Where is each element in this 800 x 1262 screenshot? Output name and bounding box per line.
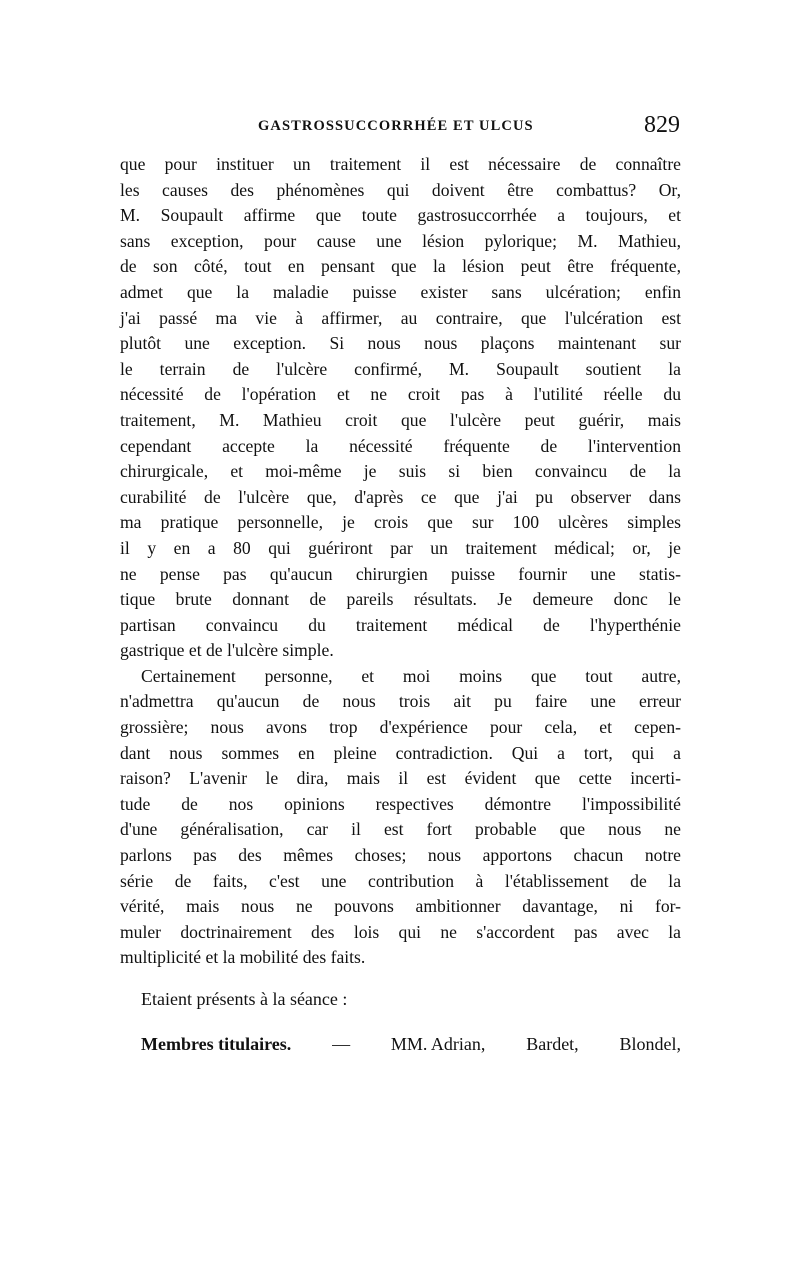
text-line: grossière; nous avons trop d'expérience pour cela, et cepen- <box>120 717 681 738</box>
text-line: nécessité de l'opération et ne croit pas à l'utilité réelle du <box>120 384 681 405</box>
text-line: parlons pas des mêmes choses; nous apportons chacun notre <box>120 845 681 866</box>
text-line: il y en a 80 qui guériront par un traitement médical; or, je <box>120 537 681 558</box>
text-line: les causes des phénomènes qui doivent être combattus? Or, <box>120 179 681 200</box>
em-dash: — <box>332 1034 351 1054</box>
page-header <box>120 112 680 148</box>
text-line: traitement, M. Mathieu croit que l'ulcère peut guérir, mais <box>120 409 681 430</box>
text-line: chirurgicale, et moi-même je suis si bien convaincu de la <box>120 461 681 482</box>
text-line: de son côté, tout en pensant que la lésion peut être fréquente, <box>120 256 681 277</box>
text-line: plutôt une exception. Si nous nous plaçons maintenant sur <box>120 333 681 354</box>
running-title: GASTROSSUCCORRHÉE ET ULCUS <box>258 118 534 134</box>
attendance-intro: Etaient présents à la séance : <box>141 989 348 1009</box>
body-text <box>120 152 681 971</box>
text-line: partisan convaincu du traitement médical de l'hyperthénie <box>120 614 681 635</box>
text-line: cependant accepte la nécessité fréquente de l'intervention <box>120 435 681 456</box>
text-line: vérité, mais nous ne pouvons ambitionner davantage, ni for- <box>120 896 681 917</box>
text-line: n'admettra qu'aucun de nous trois ait pu faire une erreur <box>120 691 681 712</box>
text-line: dant nous sommes en pleine contradiction. Qui a tort, qui a <box>120 742 681 763</box>
member-name: MM. Adrian, <box>390 1034 486 1054</box>
text-line: muler doctrinairement des lois qui ne s'accordent pas avec la <box>120 921 681 942</box>
text-line: M. Soupault affirme que toute gastrosuccorrhée a toujours, et <box>120 205 681 226</box>
text-line: curabilité de l'ulcère que, d'après ce que j'ai pu observer dans <box>120 486 681 507</box>
text-line: que pour instituer un traitement il est nécessaire de connaître <box>120 154 681 174</box>
text-line: ma pratique personnelle, je crois que sur 100 ulcères simples <box>120 512 681 533</box>
text-line: le terrain de l'ulcère confirmé, M. Soupault soutient la <box>120 358 681 379</box>
text-line: série de faits, c'est une contribution à l'établissement de la <box>120 870 681 891</box>
text-line: admet que la maladie puisse exister sans ulcération; enfin <box>120 281 681 302</box>
text-line: multiplicité et la mobilité des faits. <box>120 947 366 968</box>
text-line: ne pense pas qu'aucun chirurgien puisse fournir une statis- <box>120 563 681 584</box>
member-name: Bardet, <box>526 1034 579 1054</box>
members-label: Membres titulaires. <box>141 1034 292 1054</box>
paragraph-start-line: Certainement personne, et moi moins que tout autre, <box>141 665 681 686</box>
text-line: sans exception, pour cause une lésion pylorique; M. Mathieu, <box>120 230 681 251</box>
text-line: tude de nos opinions respectives démontre l'impossibilité <box>120 793 681 814</box>
members-line <box>141 1031 681 1057</box>
text-line: tique brute donnant de pareils résultats. Je demeure donc le <box>120 589 681 610</box>
text-line: raison? L'avenir le dira, mais il est évident que cette incerti- <box>120 768 681 789</box>
member-name: Blondel, <box>619 1034 681 1054</box>
page-number: 829 <box>644 112 680 138</box>
text-line: j'ai passé ma vie à affirmer, au contraire, que l'ulcération est <box>120 307 681 328</box>
text-line: gastrique et de l'ulcère simple. <box>120 640 334 661</box>
text-line: d'une généralisation, car il est fort probable que nous ne <box>120 819 681 840</box>
